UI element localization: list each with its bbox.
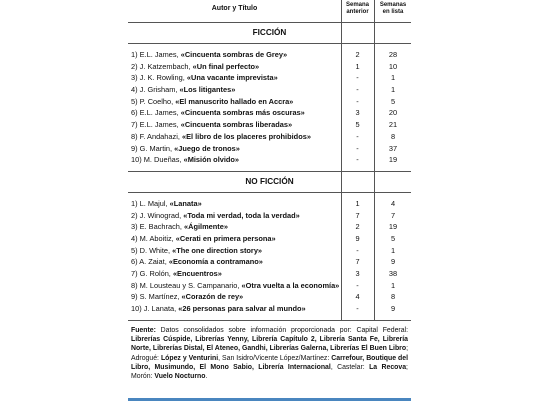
row-number: 1) <box>131 50 138 59</box>
row-title <box>131 303 341 315</box>
source-bold-1: Librerías Cúspide, Librerías Yenny, Librería Capítulo 2, Librería Santa Fe, Librería Norte, Librerías Distal, El Ateneo, Gandhi, Librerías Galerna, Librerías El Buen Libro <box>131 336 408 353</box>
row-weeks-on-list: 8 <box>390 131 396 141</box>
row-previous-week: - <box>356 85 359 95</box>
row-weeks-on-list: 1 <box>390 245 396 255</box>
row-previous-week: - <box>356 143 359 153</box>
row-title <box>131 256 341 268</box>
row-author: M. Aboitiz, <box>139 233 174 243</box>
row-previous-week: 1 <box>355 198 360 208</box>
row-previous-week: 2 <box>355 50 360 59</box>
row-book: «Juego de tronos» <box>174 143 240 153</box>
row-number: 9) <box>131 143 138 153</box>
row-book: «Corazón de rey» <box>181 292 244 302</box>
row-author: L. Majul, <box>139 198 168 208</box>
row-book: «Otra vuelta a la economía» <box>241 280 340 290</box>
row-previous-week: 3 <box>355 269 360 278</box>
source-bold-4: La Recova <box>369 363 407 371</box>
table-row <box>128 61 411 73</box>
row-book: «Cerati en primera persona» <box>175 233 276 243</box>
row-number: 2) <box>131 210 138 220</box>
row-book: «El manuscrito hallado en Accra» <box>175 96 294 106</box>
source-bold-3: Carrefour, Boutique del Libro, Musimundo, El Mono Sabio, Librería Internacional <box>131 354 408 371</box>
row-previous-week: - <box>356 304 359 314</box>
header-previous-week-line-1: Semana <box>345 2 369 8</box>
fiction-list <box>128 44 411 171</box>
row-previous-week: - <box>356 73 359 83</box>
row-author: J. Lanata, <box>143 304 177 314</box>
row-title <box>131 131 341 143</box>
table-row <box>128 154 411 166</box>
table-row <box>128 268 411 280</box>
row-title <box>131 233 341 245</box>
row-previous-week: 7 <box>355 210 360 220</box>
row-number: 7) <box>131 269 138 278</box>
row-previous-week: 1 <box>355 61 360 71</box>
row-title <box>131 107 341 119</box>
row-author: D. White, <box>139 245 171 255</box>
row-author: M. Lousteau y S. Campanario, <box>139 280 240 290</box>
row-author: G. Rolón, <box>139 269 171 278</box>
row-book: «Cincuenta sombras más oscuras» <box>180 108 305 118</box>
row-book: «Economía a contramano» <box>168 257 263 267</box>
header-previous-week <box>341 2 374 15</box>
row-title <box>131 210 341 222</box>
row-title <box>131 72 341 84</box>
row-weeks-on-list: 37 <box>388 143 398 153</box>
table-row <box>128 210 411 222</box>
row-weeks-on-list: 20 <box>388 108 398 118</box>
row-weeks-on-list: 8 <box>390 292 396 302</box>
row-book: «The one direction story» <box>172 245 263 255</box>
source-text-1: Datos consolidados sobre información proporcionada por: Capital Federal: <box>155 326 408 334</box>
row-weeks-on-list: 10 <box>388 61 398 71</box>
row-book: «Un final perfecto» <box>192 61 260 71</box>
row-number: 7) <box>131 120 138 130</box>
row-book: «Cincuenta sombras de Grey» <box>180 50 288 59</box>
row-weeks-on-list: 9 <box>390 304 396 314</box>
row-author: E.L. James, <box>139 120 179 130</box>
row-number: 4) <box>131 85 138 95</box>
row-book: «Encuentros» <box>172 269 222 278</box>
row-weeks-on-list: 1 <box>390 73 396 83</box>
row-title <box>131 61 341 73</box>
row-title <box>131 96 341 108</box>
table-row <box>128 291 411 303</box>
row-book: «Cincuenta sombras liberadas» <box>180 120 293 130</box>
row-author: E.L. James, <box>139 50 179 59</box>
row-number: 8) <box>131 131 138 141</box>
row-weeks-on-list: 19 <box>388 222 398 232</box>
table-row <box>128 119 411 131</box>
table-header <box>128 0 411 23</box>
row-author: S. Martínez, <box>139 292 180 302</box>
row-previous-week: 2 <box>355 222 360 232</box>
bottom-accent-rule <box>128 398 411 401</box>
row-author: J. Winograd, <box>139 210 182 220</box>
source-text-3: , San Isidro/Vicente López/Martínez: <box>218 354 332 362</box>
row-number: 9) <box>131 292 138 302</box>
row-number: 3) <box>131 222 138 232</box>
table-row <box>128 49 411 61</box>
row-weeks-on-list: 1 <box>390 280 396 290</box>
row-weeks-on-list: 9 <box>390 257 396 267</box>
row-number: 10) <box>131 155 142 165</box>
row-title <box>131 245 341 257</box>
row-book: «Ágilmente» <box>184 222 228 232</box>
table-row <box>128 221 411 233</box>
row-number: 3) <box>131 73 138 83</box>
row-number: 4) <box>131 233 138 243</box>
row-number: 10) <box>131 304 142 314</box>
row-author: J. K. Rowling, <box>139 73 185 83</box>
row-author: E. Bachrach, <box>139 222 182 232</box>
row-number: 2) <box>131 61 138 71</box>
row-book: «26 personas para salvar al mundo» <box>178 304 306 314</box>
source-label: Fuente: <box>131 326 156 334</box>
table-row <box>128 280 411 292</box>
row-previous-week: - <box>356 245 359 255</box>
row-previous-week: 5 <box>355 120 360 130</box>
row-author: J. Katzembach, <box>139 61 191 71</box>
row-weeks-on-list: 4 <box>390 198 396 208</box>
row-previous-week: 9 <box>355 233 360 243</box>
row-number: 8) <box>131 280 138 290</box>
row-book: «Toda mi verdad, toda la verdad» <box>183 210 300 220</box>
row-weeks-on-list: 5 <box>390 96 396 106</box>
row-previous-week: 7 <box>355 257 360 267</box>
section-title-fiction: FICCIÓN <box>128 23 411 44</box>
row-title <box>131 280 341 292</box>
table-row <box>128 72 411 84</box>
row-weeks-on-list: 5 <box>390 233 396 243</box>
row-title <box>131 268 341 280</box>
row-weeks-on-list: 21 <box>388 120 398 130</box>
table-row <box>128 233 411 245</box>
row-previous-week: - <box>356 96 359 106</box>
row-title <box>131 84 341 96</box>
table-row <box>128 131 411 143</box>
row-book: «Lanata» <box>169 198 202 208</box>
row-previous-week: - <box>356 280 359 290</box>
row-number: 5) <box>131 96 138 106</box>
row-title <box>131 291 341 303</box>
header-title: Autor y Título <box>211 5 258 12</box>
row-weeks-on-list: 38 <box>388 269 398 278</box>
source-note <box>128 320 411 382</box>
row-author: G. Martin, <box>139 143 173 153</box>
table-row <box>128 143 411 155</box>
row-title <box>131 154 341 166</box>
bestseller-table <box>128 0 411 405</box>
row-title <box>131 119 341 131</box>
row-title <box>131 49 341 61</box>
table-row <box>128 303 411 315</box>
row-weeks-on-list: 19 <box>388 155 398 165</box>
row-author: M. Dueñas, <box>143 155 182 165</box>
row-number: 1) <box>131 198 138 208</box>
row-author: P. Coelho, <box>139 96 174 106</box>
row-author: A. Zaiat, <box>139 257 167 267</box>
header-previous-week-line-2: anterior <box>346 8 369 15</box>
row-weeks-on-list: 1 <box>390 85 396 95</box>
row-previous-week: 3 <box>355 108 360 118</box>
table-row <box>128 84 411 96</box>
row-book: «El libro de los placeres prohibidos» <box>181 131 311 141</box>
row-weeks-on-list: 28 <box>388 50 398 59</box>
table-row <box>128 198 411 210</box>
row-title <box>131 221 341 233</box>
row-weeks-on-list: 7 <box>390 210 396 220</box>
row-book: «Misión olvido» <box>183 155 240 165</box>
source-bold-2: López y Venturini <box>160 354 219 362</box>
header-weeks-on-list-line-2: en lista <box>382 8 404 15</box>
row-number: 6) <box>131 257 138 267</box>
source-text-4: , Castelar: <box>330 363 370 371</box>
source-text-5: ; Morón: <box>131 363 408 381</box>
row-book: «Los litigantes» <box>179 85 236 95</box>
row-book: «Una vacante imprevista» <box>186 73 278 83</box>
table-row <box>128 96 411 108</box>
row-title <box>131 198 341 210</box>
header-weeks-on-list-line-1: Semanas <box>379 2 407 8</box>
table-row <box>128 245 411 257</box>
row-author: E.L. James, <box>139 108 179 118</box>
row-previous-week: - <box>356 131 359 141</box>
row-title <box>131 143 341 155</box>
nonfiction-list <box>128 193 411 320</box>
header-weeks-on-list <box>375 2 411 15</box>
row-previous-week: - <box>356 155 359 165</box>
row-number: 5) <box>131 245 138 255</box>
source-bold-5: Vuelo Nocturno <box>154 373 206 381</box>
row-author: J. Grisham, <box>139 85 178 95</box>
table-row <box>128 107 411 119</box>
row-previous-week: 4 <box>355 292 360 302</box>
row-number: 6) <box>131 108 138 118</box>
source-text-2: ; Adrogué: <box>131 345 408 362</box>
source-text-6: . <box>205 373 208 381</box>
row-author: F. Andahazi, <box>139 131 180 141</box>
table-row <box>128 256 411 268</box>
section-title-nonfiction: NO FICCIÓN <box>128 171 411 193</box>
